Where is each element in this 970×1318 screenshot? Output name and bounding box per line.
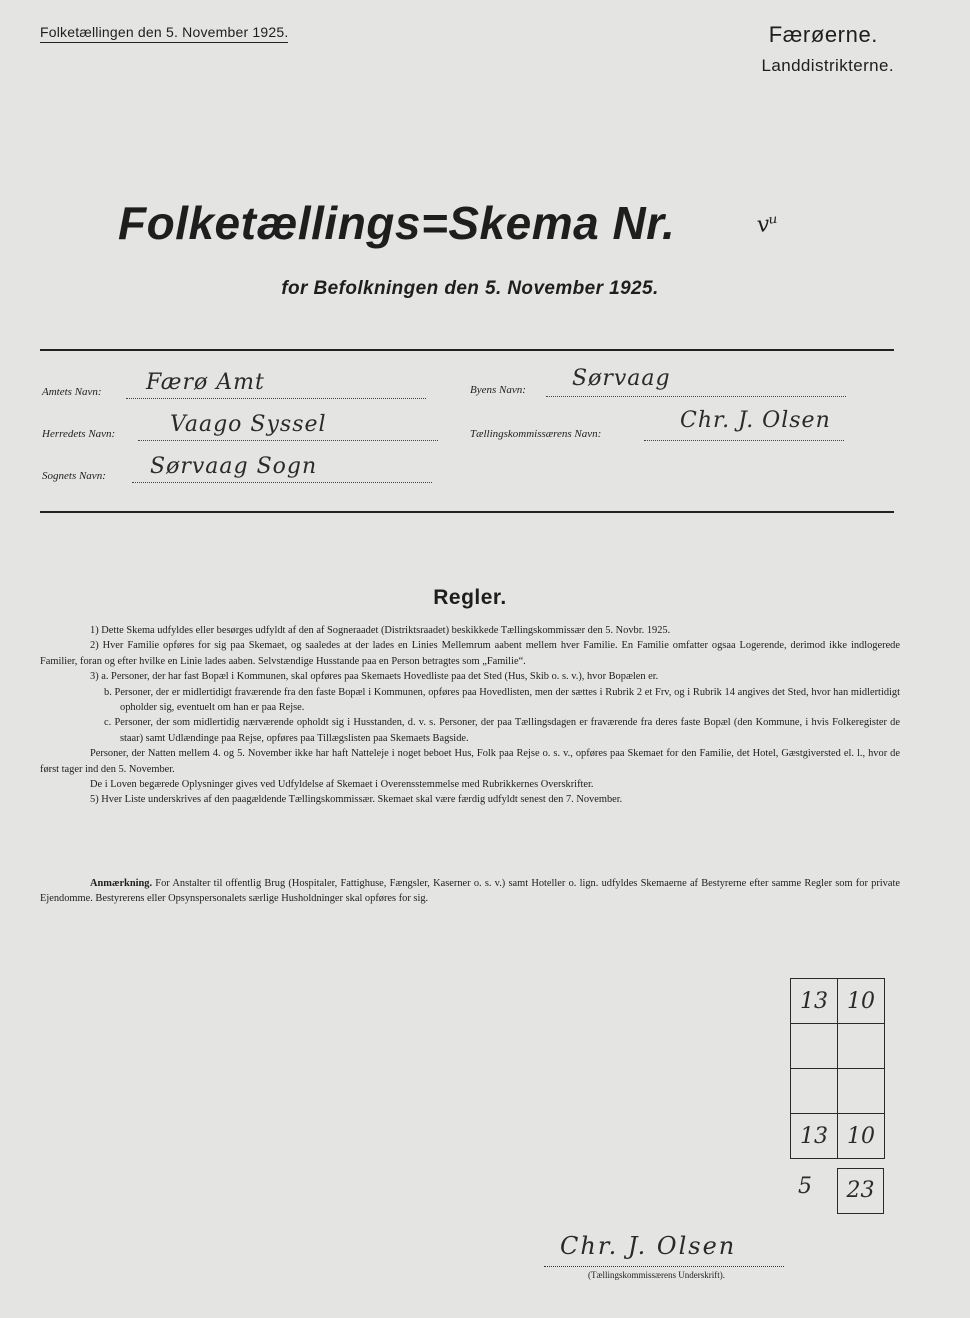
rule-4b: De i Loven begærede Oplysninger gives ved Udfyldelse af Skemaet i Overensstemmelse med Rubrikkernes Overskrifter.	[90, 779, 594, 791]
by-value: Sørvaag	[572, 366, 671, 391]
by-line	[546, 396, 846, 397]
signature: Chr. J. Olsen	[560, 1232, 737, 1260]
top-divider	[40, 349, 894, 351]
herred-label: Herredets Navn:	[42, 428, 116, 440]
tally-cell	[791, 1069, 838, 1114]
tally-cell: 10	[838, 979, 885, 1024]
tally-row	[791, 1114, 885, 1159]
sogn-line	[132, 482, 432, 483]
tally-cell: 13	[791, 979, 838, 1024]
signature-caption: (Tællingskommissærens Underskrift).	[588, 1270, 725, 1280]
rule-4: Personer, der Natten mellem 4. og 5. November ikke har haft Natteleje i noget beboet Hus, Folk paa Rejse o. s. v., opføres paa Skemaet for den Familie, det Hotel, Gæstgiversted el. l., hvor de først tager ind den 5. November.	[40, 748, 900, 775]
census-title: Folketællingen den 5. November 1925.	[40, 24, 288, 43]
rule-3a: 3) a. Personer, der har fast Bopæl i Kommunen, skal opføres paa Skemaets Hovedliste paa det Sted (Hus, Skib o. s. v.), hvor Bopælen er.	[90, 671, 659, 683]
tally-cell	[791, 1024, 838, 1069]
tally-cell: 10	[838, 1114, 885, 1159]
by-label: Byens Navn:	[470, 384, 526, 396]
herred-line	[138, 440, 438, 441]
tally-table	[790, 978, 885, 1159]
tally-cell	[838, 1069, 885, 1114]
sogn-label: Sognets Navn:	[42, 470, 106, 482]
form-title: Folketællings=Skema Nr.	[118, 197, 676, 249]
region-name: Færøerne.	[768, 22, 878, 47]
district-name: Landdistrikterne.	[761, 56, 894, 75]
rules-text	[40, 623, 900, 808]
tally-cell: 13	[791, 1114, 838, 1159]
rule-3b: b. Personer, der er midlertidigt fraværende fra den faste Bopæl i Kommunen, opføres paa Hovedlisten, men der sættes i Rubrik 2 et Frv, og i Rubrik 14 angives det Sted, hvor han midlertidigt opholder sig, eventuelt om han er paa Rejse.	[104, 686, 900, 714]
rule-3c: c. Personer, der som midlertidig nærværende opholdt sig i Husstanden, d. v. s. Personer, der paa Tællingsdagen er fraværende fra deres faste Bopæl (den Kommune, i hvis Folkeregister de staar) samt Udlændinge paa Rejse, opføres paa Tillægslisten paa Skemaets Bagside.	[104, 717, 900, 744]
amt-label: Amtets Navn:	[42, 386, 102, 398]
tally-extra-left: 5	[798, 1174, 812, 1199]
bottom-divider	[40, 511, 894, 513]
note-label: Anmærkning.	[90, 878, 153, 889]
tally-row	[791, 1024, 885, 1069]
tally-extra-box: 23	[837, 1168, 884, 1214]
signature-line	[544, 1266, 784, 1267]
kommissaer-label: Tællingskommissærens Navn:	[470, 428, 602, 440]
herred-value: Vaago Syssel	[170, 412, 327, 437]
sogn-value: Sørvaag Sogn	[150, 454, 318, 479]
form-number-handwritten: vᵘ	[755, 210, 780, 239]
tally-row	[791, 1069, 885, 1114]
rule-2: 2) Hver Familie opføres for sig paa Skemaet, og saaledes at der lades en Linies Mellemrum aabent mellem hver Familie. En Familie omfatter ogsaa Logerende, derimod ikke indlogerede Familier, foran og efter hvilke en Linie lades aaben. Selvstændige Husstande paa en Person betragtes som „Familie“.	[40, 640, 900, 667]
rule-5: 5) Hver Liste underskrives af den paagældende Tællingskommissær. Skemaet skal være færdig udfyldt senest den 7. November.	[90, 794, 623, 806]
note-text: For Anstalter til offentlig Brug (Hospitaler, Fattighuse, Fængsler, Kaserner o. s. v.) samt Hoteller o. lign. udfyldes Skemaerne af Bestyrerne efter samme Regler som for private Ejendomme. Bestyrerens eller Opsynspersonalets særlige Husholdninger skal opføres for sig.	[40, 878, 900, 905]
kommissaer-line	[644, 440, 844, 441]
form-subtitle: for Befolkningen den 5. November 1925.	[281, 278, 659, 299]
rules-heading: Regler.	[433, 586, 507, 609]
tally-cell	[838, 1024, 885, 1069]
amt-value: Færø Amt	[146, 370, 265, 395]
kommissaer-value: Chr. J. Olsen	[680, 408, 831, 433]
tally-row	[791, 979, 885, 1024]
amt-line	[126, 398, 426, 399]
note	[40, 876, 900, 907]
rule-1: 1) Dette Skema udfyldes eller besørges udfyldt af den af Sogneraadet (Distriktsraadet) beskikkede Tællingskommissær den 5. Novbr. 1925.	[90, 625, 671, 636]
